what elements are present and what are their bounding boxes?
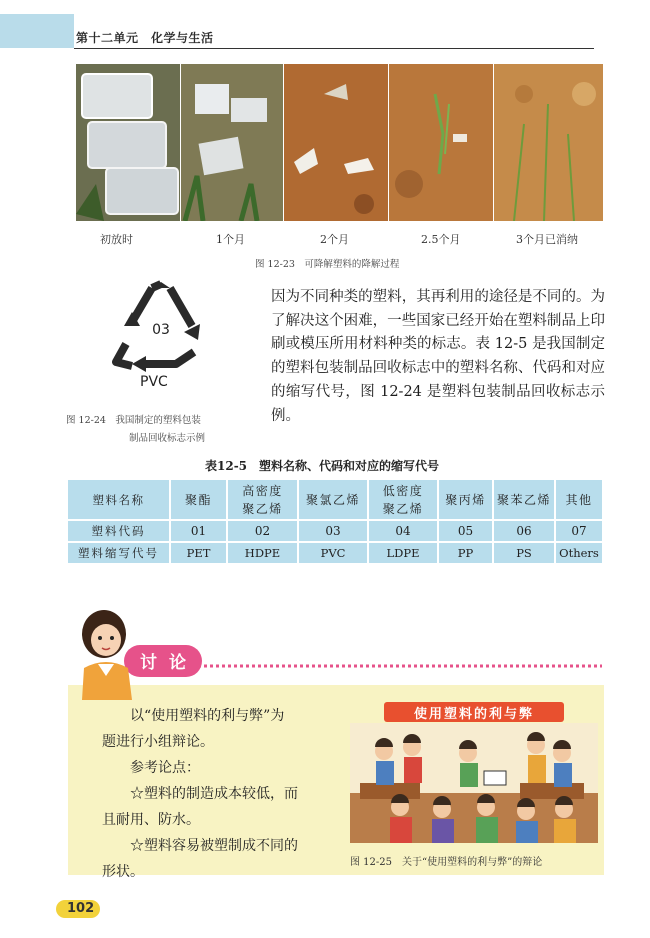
discussion-line: 形状。	[102, 864, 144, 880]
month-2-5-photo	[389, 64, 493, 221]
body-paragraph: 因为不同种类的塑料，其再利用的途径是不同的。为了解决这个困难，一些国家已经开始在塑料制品上印刷或模压所用材料种类的标志。表 12-5 是我国制定的塑料包装制品回收标志中的塑料名称、代码和对应的缩写代号，图 12-24 是塑料包装制品回收标志示例。	[271, 289, 605, 424]
code-cell: 03	[298, 520, 368, 542]
figure-12-24-caption-line2: 制品回收标志示例	[129, 433, 206, 444]
row-label-name: 塑料名称	[67, 479, 170, 520]
abbr-cell: PET	[170, 542, 227, 564]
unit-title: 第十二单元 化学与生活	[76, 31, 214, 45]
code-cell: 01	[170, 520, 227, 542]
discussion-line: 以“使用塑料的利与弊”为	[102, 708, 285, 724]
row-label-abbreviation: 塑料缩写代号	[67, 542, 170, 564]
caption-2-5-months: 2.5个月	[421, 233, 461, 246]
row-label-code: 塑料代码	[67, 520, 170, 542]
name-cell: 其他	[555, 479, 603, 520]
code-cell: 02	[227, 520, 298, 542]
month-1-photo	[181, 64, 283, 221]
photo-2-months	[284, 64, 388, 221]
degradation-photo-strip	[76, 64, 603, 221]
caption-1-month: 1个月	[216, 233, 245, 246]
photo-3-months	[494, 64, 603, 221]
plastic-codes-table	[66, 478, 602, 565]
caption-initial: 初放时	[100, 233, 133, 246]
discussion-line: 参考论点：	[102, 760, 200, 776]
table-12-5-title: 表12-5 塑料名称、代码和对应的缩写代号	[205, 459, 440, 473]
plastic-containers-photo	[76, 64, 180, 221]
header-divider	[74, 48, 594, 49]
recycle-label: PVC	[140, 374, 168, 390]
abbr-cell: PVC	[298, 542, 368, 564]
table-row-abbreviations	[67, 542, 603, 564]
debate-cartoon-illustration	[350, 723, 598, 843]
table-row-codes	[67, 520, 603, 542]
discussion-line: ☆塑料容易被塑制成不同的	[102, 838, 298, 854]
name-cell: 聚丙烯	[438, 479, 493, 520]
photo-2-5-months	[389, 64, 493, 221]
abbr-cell: LDPE	[368, 542, 438, 564]
discussion-line: ☆塑料的制造成本较低，而	[102, 786, 298, 802]
caption-3-months: 3个月已消纳	[516, 233, 578, 246]
recycle-triangle-icon	[106, 274, 216, 384]
discussion-text	[102, 703, 328, 885]
table-row-names	[67, 479, 603, 520]
name-cell: 高密度 聚乙烯	[227, 479, 298, 520]
page-header	[0, 0, 650, 50]
code-cell: 05	[438, 520, 493, 542]
photo-initial	[76, 64, 180, 221]
discussion-dotted-rule	[196, 663, 604, 669]
figure-12-24-caption-line1: 图 12-24 我国制定的塑料包装	[66, 415, 201, 426]
caption-2-months: 2个月	[320, 233, 349, 246]
name-cell: 聚苯乙烯	[493, 479, 555, 520]
figure-12-23-caption: 图 12-23 可降解塑料的降解过程	[255, 259, 400, 270]
code-cell: 06	[493, 520, 555, 542]
abbr-cell: PP	[438, 542, 493, 564]
month-3-photo	[494, 64, 603, 221]
photo-captions	[76, 231, 603, 247]
code-cell: 07	[555, 520, 603, 542]
name-cell: 聚酯	[170, 479, 227, 520]
header-color-strip	[0, 14, 74, 48]
discussion-line: 题进行小组辩论。	[102, 734, 214, 750]
month-2-photo	[284, 64, 388, 221]
discussion-line: 且耐用、防水。	[102, 812, 200, 828]
abbr-cell: PS	[493, 542, 555, 564]
page-number: 102	[67, 901, 95, 916]
name-cell: 聚氯乙烯	[298, 479, 368, 520]
photo-1-month	[181, 64, 283, 221]
abbr-cell: HDPE	[227, 542, 298, 564]
abbr-cell: Others	[555, 542, 603, 564]
recycle-code: 03	[152, 322, 170, 338]
discussion-heading: 讨论	[140, 653, 198, 673]
name-cell: 低密度 聚乙烯	[368, 479, 438, 520]
figure-12-25-caption: 图 12-25 关于“使用塑料的利与弊”的辩论	[350, 857, 543, 868]
cartoon-title: 使用塑料的利与弊	[413, 707, 534, 722]
girl-mascot-icon	[72, 606, 142, 700]
code-cell: 04	[368, 520, 438, 542]
